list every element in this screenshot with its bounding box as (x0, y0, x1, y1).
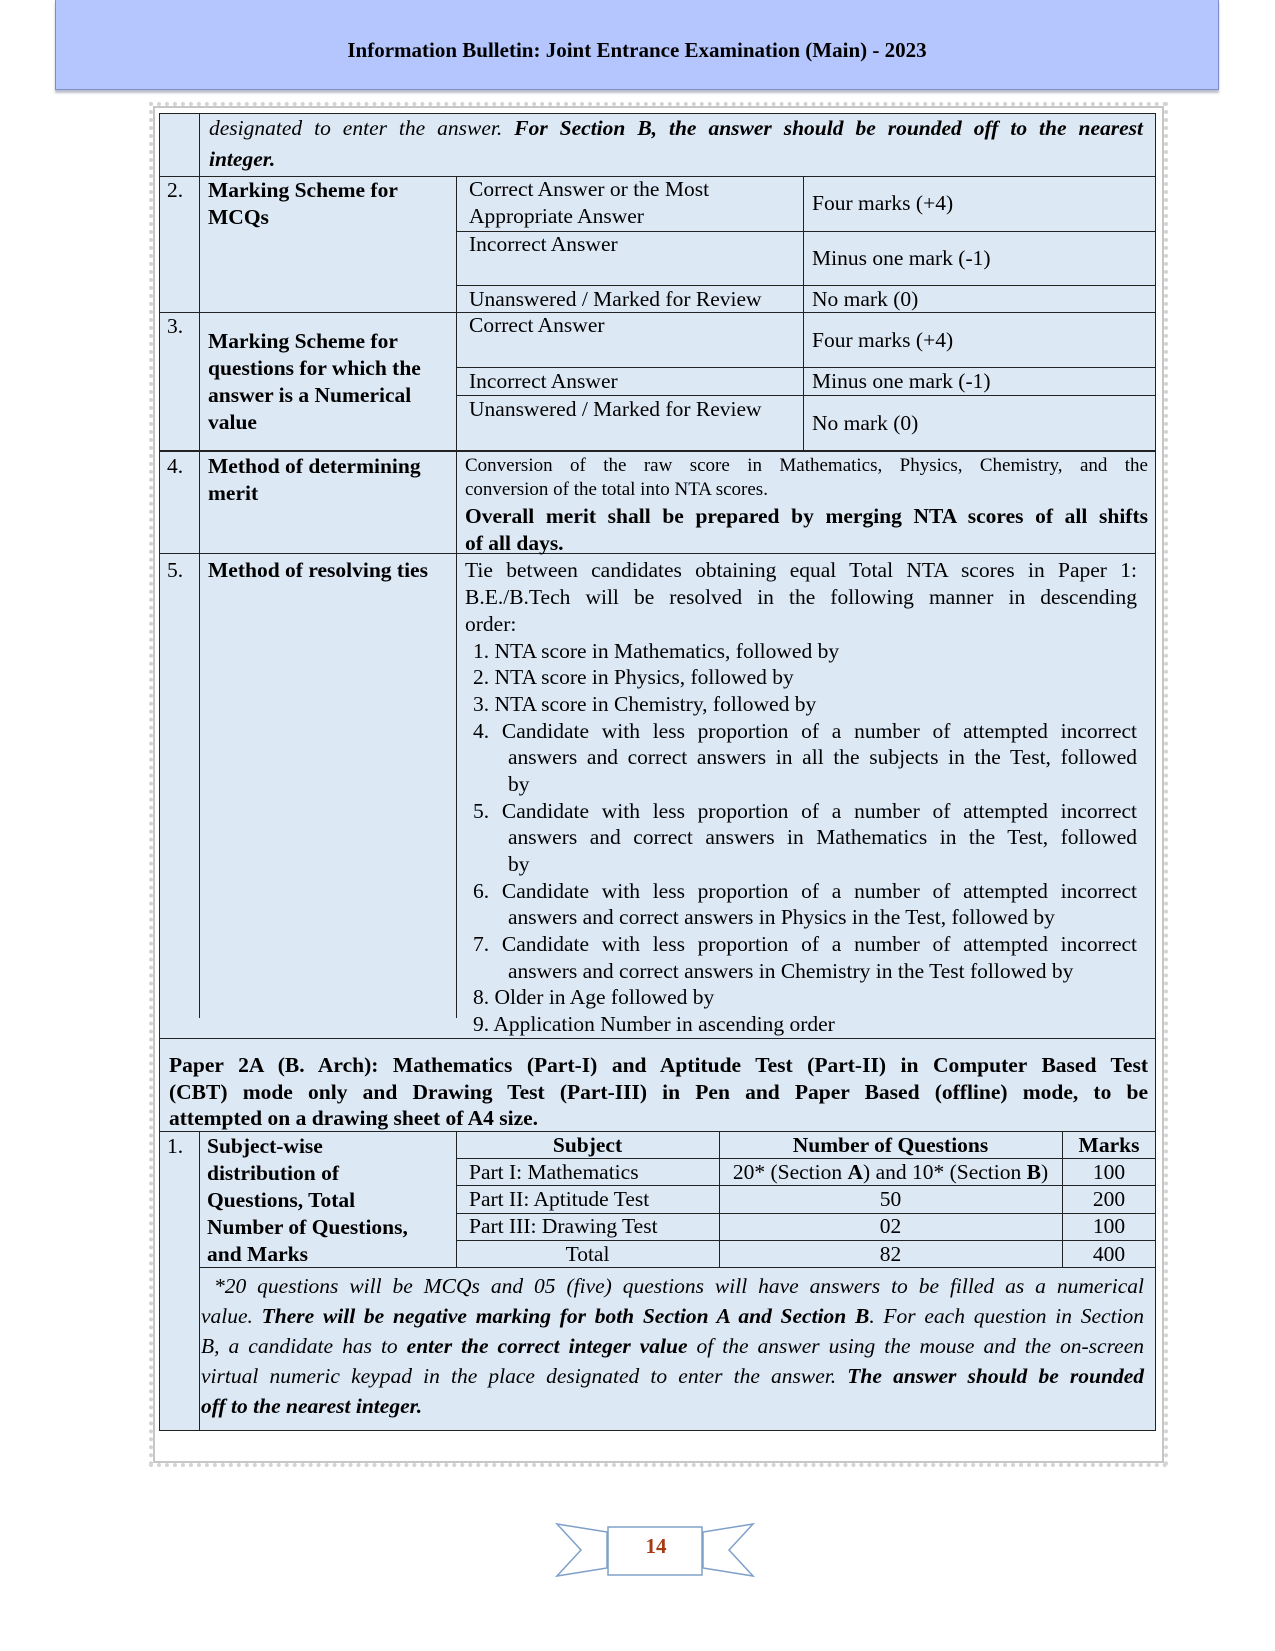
row-label: MCQs (208, 205, 269, 229)
cell-condition: Correct Answer or the Most (469, 177, 710, 201)
row-number: 5. (167, 558, 184, 582)
row-label: Marking Scheme for (208, 178, 398, 202)
list-item: answers and correct answers in all the subjects in the Test, followed (508, 745, 1137, 769)
page-title: Information Bulletin: Joint Entrance Examination (Main) - 2023 (347, 38, 927, 62)
table-cell: Total (565, 1242, 610, 1266)
list-item: 4. Candidate with less proportion of a number of attempted incorrect (473, 719, 1137, 743)
merit-text: Conversion of the raw score in Mathematics, Physics, Chemistry, and the (465, 455, 1148, 476)
list-item: 9. Application Number in ascending order (473, 1012, 835, 1036)
cell-marks: Minus one mark (-1) (812, 246, 991, 270)
row-label: Method of determining (208, 454, 421, 478)
cell-marks: No mark (0) (812, 411, 919, 435)
table-cell: Part I: Mathematics (469, 1160, 639, 1184)
list-item: 6. Candidate with less proportion of a number of attempted incorrect (473, 879, 1137, 903)
column-header: Marks (1078, 1133, 1140, 1157)
ties-intro: order: (465, 612, 517, 636)
table-cell: 100 (1092, 1160, 1126, 1184)
cell-marks: No mark (0) (812, 287, 919, 311)
row-label: answer is a Numerical (208, 383, 412, 407)
row-label: Subject-wise (207, 1134, 323, 1158)
list-item: 2. NTA score in Physics, followed by (473, 665, 794, 689)
merit-text: conversion of the total into NTA scores. (465, 479, 768, 500)
list-item: 5. Candidate with less proportion of a number of attempted incorrect (473, 799, 1137, 823)
page-header (55, 0, 1219, 90)
paper2a-heading: attempted on a drawing sheet of A4 size. (169, 1106, 539, 1130)
cell-condition: Correct Answer (469, 313, 605, 337)
table-cell: 200 (1092, 1187, 1126, 1211)
cell-condition: Appropriate Answer (469, 204, 644, 228)
list-item: answers and correct answers in Mathematics in the Test, followed (508, 825, 1137, 849)
row-label: Marking Scheme for (208, 329, 398, 353)
footnote-line: B, a candidate has to enter the correct integer value of the answer using the mouse and the on-screen (201, 1334, 1144, 1358)
list-item: 1. NTA score in Mathematics, followed by (473, 639, 840, 663)
cell-condition: Incorrect Answer (469, 232, 618, 256)
cell-condition: Incorrect Answer (469, 369, 618, 393)
ties-intro: B.E./B.Tech will be resolved in the following manner in descending (465, 585, 1137, 609)
footnote-line: virtual numeric keypad in the place designated to enter the answer. The answer should be rounded (201, 1364, 1144, 1388)
table-cell: 100 (1092, 1214, 1126, 1238)
list-item: by (508, 772, 530, 796)
row-label: and Marks (207, 1242, 308, 1266)
row-label: distribution of (207, 1161, 340, 1185)
table-cell: 400 (1092, 1242, 1126, 1266)
table-cell: 82 (879, 1242, 902, 1266)
row-number: 1. (167, 1134, 184, 1158)
table-cell: 20* (Section A) and 10* (Section B) (732, 1160, 1049, 1184)
row-number: 2. (167, 178, 184, 202)
cell-marks: Four marks (+4) (812, 328, 954, 352)
footnote-line: *20 questions will be MCQs and 05 (five) questions will have answers to be filled as a numerical (214, 1274, 1144, 1298)
ties-intro: Tie between candidates obtaining equal Total NTA scores in Paper 1: (465, 558, 1137, 582)
cell-marks: Minus one mark (-1) (812, 369, 991, 393)
merit-bold: Overall merit shall be prepared by merging NTA scores of all shifts (465, 504, 1148, 528)
list-item: answers and correct answers in Physics in the Test, followed by (508, 905, 1055, 929)
column-header: Subject (552, 1133, 623, 1157)
row-label: questions for which the (208, 356, 421, 380)
merit-bold: of all days. (465, 531, 564, 555)
list-item: 8. Older in Age followed by (473, 985, 715, 1009)
cell-condition: Unanswered / Marked for Review (469, 287, 762, 311)
footnote-line: value. There will be negative marking for both Section A and Section B. For each question in Section (201, 1304, 1145, 1328)
table-cell: 50 (879, 1187, 902, 1211)
cell-condition: Unanswered / Marked for Review (469, 397, 762, 421)
continuation-line-2: integer. (209, 147, 276, 171)
row-number: 3. (167, 314, 184, 338)
list-item: 7. Candidate with less proportion of a number of attempted incorrect (473, 932, 1137, 956)
row-label: Questions, Total (207, 1188, 356, 1212)
row-label: Number of Questions, (207, 1215, 408, 1239)
paper2a-heading: (CBT) mode only and Drawing Test (Part-III) in Pen and Paper Based (offline) mode, to be (169, 1080, 1148, 1104)
list-item: answers and correct answers in Chemistry in the Test followed by (508, 959, 1074, 983)
row-number: 4. (167, 454, 184, 478)
column-header: Number of Questions (792, 1133, 989, 1157)
table-cell: 02 (879, 1214, 902, 1238)
row-label: Method of resolving ties (208, 558, 428, 582)
list-item: 3. NTA score in Chemistry, followed by (473, 692, 817, 716)
row-label: merit (208, 481, 259, 505)
list-item: by (508, 852, 530, 876)
cell-marks: Four marks (+4) (812, 191, 954, 215)
page-number: 14 (645, 1534, 667, 1558)
paper2a-heading: Paper 2A (B. Arch): Mathematics (Part-I) and Aptitude Test (Part-II) in Computer Based Test (169, 1053, 1148, 1077)
table-cell: Part II: Aptitude Test (469, 1187, 650, 1211)
continuation-line-1: designated to enter the answer. For Section B, the answer should be rounded off to the nearest (209, 116, 1143, 140)
footnote-line: off to the nearest integer. (201, 1394, 423, 1418)
table-cell: Part III: Drawing Test (469, 1214, 658, 1238)
row-label: value (208, 410, 257, 434)
